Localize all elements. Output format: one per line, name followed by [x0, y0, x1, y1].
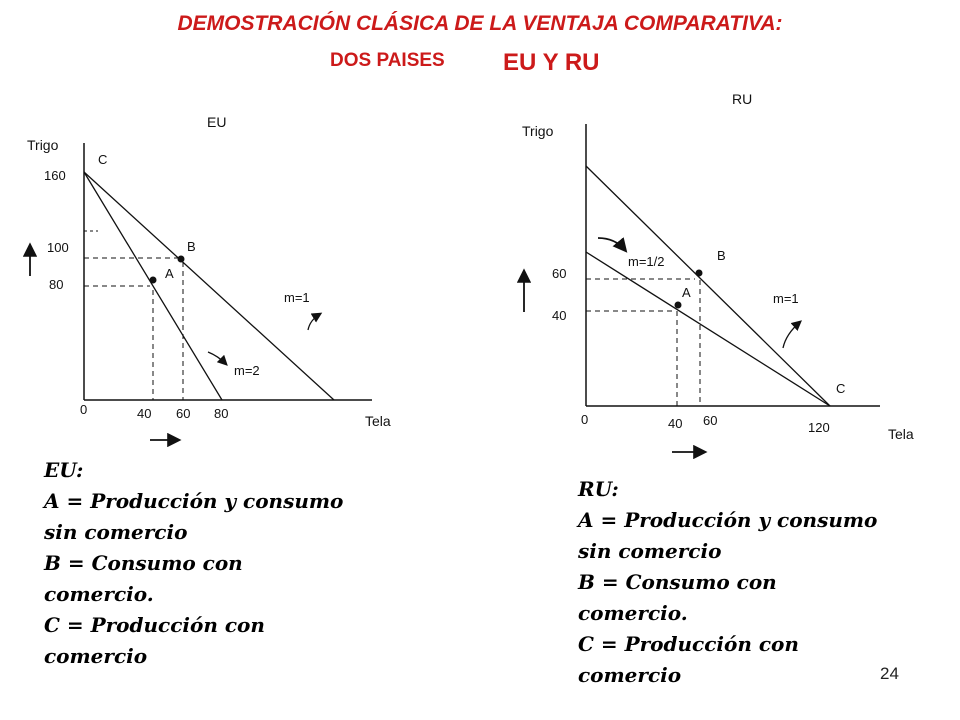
slide-title-line2-cut: EU Y RU — [503, 49, 600, 70]
ru-y-tick-40: 40 — [552, 308, 567, 323]
eu-diagram — [27, 114, 391, 440]
ru-point-b-marker — [696, 270, 703, 277]
ru-slope-label-m-half: m=1/2 — [628, 254, 665, 269]
eu-legend-line: sin comercio — [44, 520, 188, 544]
ru-legend-line: comercio. — [578, 601, 688, 625]
ru-legend-line: B = Consumo con — [578, 570, 777, 594]
eu-x-tick-80: 80 — [214, 406, 229, 421]
ru-point-a-marker — [675, 302, 682, 309]
eu-country-label: EU — [207, 114, 227, 130]
ru-point-c-label: C — [836, 381, 846, 396]
ru-x-tick-60: 60 — [703, 413, 718, 428]
ru-legend-line: sin comercio — [578, 539, 722, 563]
eu-legend-line: comercio. — [44, 582, 154, 606]
eu-slope-label-m2: m=2 — [234, 363, 260, 378]
ru-country-label: RU — [732, 91, 753, 107]
ru-y-tick-60: 60 — [552, 266, 567, 281]
ru-slope-m1-arrow-icon — [783, 322, 800, 348]
ru-legend-line: C = Producción con — [578, 632, 799, 656]
eu-point-c-label: C — [98, 152, 108, 167]
eu-x-axis-label: Tela — [365, 413, 391, 429]
eu-y-axis-label: Trigo — [27, 137, 59, 153]
ru-point-a-label: A — [682, 285, 691, 300]
ru-slope-label-m1: m=1 — [773, 291, 799, 306]
ru-legend-line: comercio — [578, 663, 682, 687]
eu-y-tick-160: 160 — [44, 168, 66, 183]
ru-legend-line: RU: — [578, 477, 619, 501]
eu-legend-line: A = Producción y consumo — [44, 489, 344, 513]
eu-legend-line: C = Producción con — [44, 613, 265, 637]
eu-x-tick-40: 40 — [137, 406, 152, 421]
eu-x-tick-60: 60 — [176, 406, 191, 421]
slide-title-line2: DOS PAISES — [330, 50, 445, 71]
ru-x-axis-label: Tela — [888, 426, 914, 442]
eu-slope-m2-arrow-icon — [208, 352, 226, 364]
ru-diagram — [522, 91, 914, 452]
slide-title-line1: DEMOSTRACIÓN CLÁSICA DE LA VENTAJA COMPARATIVA: — [177, 12, 783, 35]
ru-x-tick-120: 120 — [808, 420, 830, 435]
eu-point-a-label: A — [165, 266, 174, 281]
ru-line-m1 — [586, 166, 830, 406]
eu-point-a-marker — [150, 277, 157, 284]
eu-slope-label-m1: m=1 — [284, 290, 310, 305]
ru-legend-line: A = Producción y consumo — [578, 508, 878, 532]
ru-legend — [578, 474, 877, 691]
ru-point-b-label: B — [717, 248, 726, 263]
ru-slope-m-half-arrow-icon — [598, 238, 625, 250]
eu-legend — [44, 455, 343, 672]
ru-x-tick-40: 40 — [668, 416, 683, 431]
ru-origin-label: 0 — [581, 412, 589, 427]
eu-point-b-label: B — [187, 239, 196, 254]
eu-slope-m1-arrow-icon — [308, 314, 320, 330]
eu-origin-label: 0 — [80, 402, 88, 417]
ru-y-axis-label: Trigo — [522, 123, 554, 139]
eu-y-tick-80: 80 — [49, 277, 64, 292]
page-number: 24 — [880, 664, 899, 683]
eu-legend-line: comercio — [44, 644, 148, 668]
eu-legend-line: B = Consumo con — [44, 551, 243, 575]
eu-point-b-marker — [178, 256, 185, 263]
eu-legend-line: EU: — [44, 458, 84, 482]
eu-y-tick-100: 100 — [47, 240, 69, 255]
